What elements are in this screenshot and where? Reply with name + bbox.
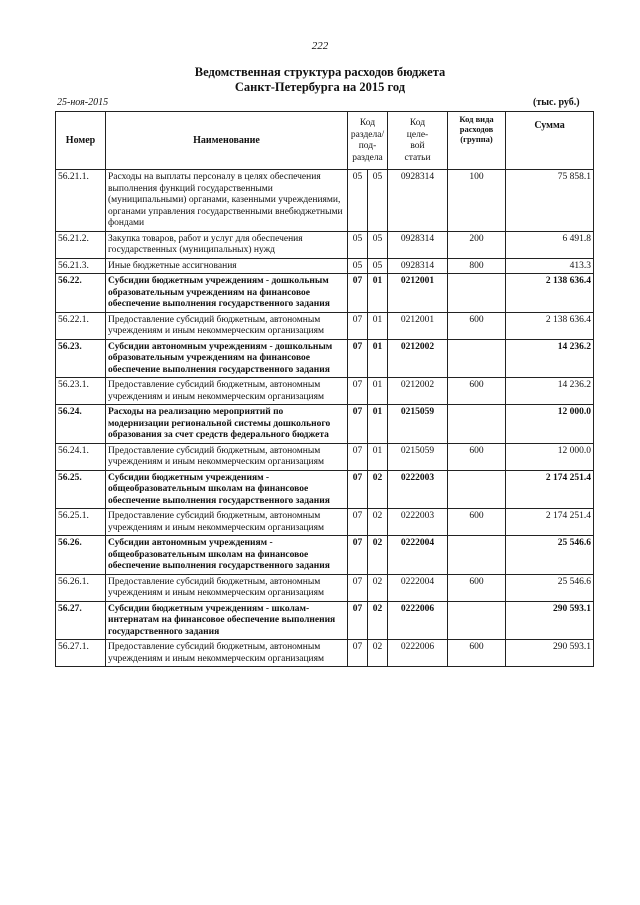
header-sum: Сумма — [506, 112, 594, 170]
row-kind-code — [448, 405, 506, 444]
row-kind-code — [448, 536, 506, 575]
row-number: 56.21.2. — [56, 231, 106, 258]
budget-table — [55, 111, 594, 667]
title-line-2: Санкт-Петербурга на 2015 год — [234, 80, 406, 94]
row-number: 56.24. — [56, 405, 106, 444]
row-sum: 25 546.6 — [506, 536, 594, 575]
row-subsection-code: 02 — [368, 509, 388, 536]
row-sum: 75 858.1 — [506, 170, 594, 232]
row-name: Предоставление субсидий бюджетным, автономным учреждениям и иным некоммерческим организациям — [106, 640, 348, 667]
row-name: Предоставление субсидий бюджетным, автономным учреждениям и иным некоммерческим организациям — [106, 443, 348, 470]
row-sum: 14 236.2 — [506, 378, 594, 405]
row-section-code: 07 — [348, 378, 368, 405]
row-target-code: 0222004 — [388, 574, 448, 601]
row-number: 56.26.1. — [56, 574, 106, 601]
row-kind-code: 600 — [448, 312, 506, 339]
row-number: 56.21.3. — [56, 258, 106, 274]
row-subsection-code: 02 — [368, 536, 388, 575]
row-subsection-code: 02 — [368, 470, 388, 509]
row-kind-code — [448, 339, 506, 378]
table-row — [56, 443, 594, 470]
row-subsection-code: 01 — [368, 378, 388, 405]
row-name: Расходы на выплаты персоналу в целях обеспечения выполнения функций государственными (муниципальными) органами, казенными учреждениями, органами управления государственными внебюджетными фондами — [106, 170, 348, 232]
row-kind-code: 600 — [448, 443, 506, 470]
row-kind-code: 600 — [448, 378, 506, 405]
header-kind-line1: Код вида — [459, 114, 494, 124]
table-header-row — [56, 112, 594, 170]
row-number: 56.25.1. — [56, 509, 106, 536]
row-subsection-code: 01 — [368, 405, 388, 444]
header-section-line1: Код — [359, 118, 376, 128]
row-name: Иные бюджетные ассигнования — [106, 258, 348, 274]
table-row — [56, 258, 594, 274]
row-kind-code: 800 — [448, 258, 506, 274]
row-subsection-code: 05 — [368, 258, 388, 274]
header-kind-code — [448, 112, 506, 170]
row-subsection-code: 02 — [368, 601, 388, 640]
row-subsection-code: 01 — [368, 312, 388, 339]
row-sum: 2 174 251.4 — [506, 509, 594, 536]
row-sum: 290 593.1 — [506, 601, 594, 640]
row-kind-code — [448, 274, 506, 313]
row-name: Субсидии бюджетным учреждениям - школам-интернатам на финансовое обеспечение выполнения государственного задания — [106, 601, 348, 640]
row-sum: 12 000.0 — [506, 405, 594, 444]
table-row — [56, 339, 594, 378]
title-line-1: Ведомственная структура расходов бюджета — [194, 65, 446, 79]
row-kind-code: 600 — [448, 574, 506, 601]
row-kind-code — [448, 470, 506, 509]
row-target-code: 0928314 — [388, 231, 448, 258]
row-section-code: 07 — [348, 405, 368, 444]
row-section-code: 07 — [348, 574, 368, 601]
row-number: 56.26. — [56, 536, 106, 575]
row-name: Субсидии автономным учреждениям - дошкольным образовательным учреждениям на финансовое обеспечение выполнения государственного задания — [106, 339, 348, 378]
row-subsection-code: 02 — [368, 574, 388, 601]
row-target-code: 0215059 — [388, 405, 448, 444]
header-target-line3: вой — [410, 141, 425, 151]
row-subsection-code: 05 — [368, 170, 388, 232]
header-section-line4: раздела — [352, 152, 383, 163]
header-target-line1: Код — [409, 118, 426, 128]
row-section-code: 05 — [348, 258, 368, 274]
table-row — [56, 274, 594, 313]
header-target-code — [388, 112, 448, 170]
report-date: 25-ноя-2015 — [57, 97, 109, 108]
row-name: Субсидии автономным учреждениям - общеобразовательным школам на финансовое обеспечение выполнения государственного задания — [106, 536, 348, 575]
row-kind-code: 600 — [448, 509, 506, 536]
row-name: Субсидии бюджетным учреждениям - общеобразовательным школам на финансовое обеспечение выполнения государственного задания — [106, 470, 348, 509]
header-name: Наименование — [106, 112, 348, 170]
row-number: 56.23. — [56, 339, 106, 378]
row-kind-code: 100 — [448, 170, 506, 232]
table-row — [56, 640, 594, 667]
table-row — [56, 312, 594, 339]
units-label: (тыс. руб.) — [533, 97, 580, 108]
row-target-code: 0928314 — [388, 258, 448, 274]
row-number: 56.22. — [56, 274, 106, 313]
row-sum: 2 174 251.4 — [506, 470, 594, 509]
row-section-code: 05 — [348, 231, 368, 258]
table-row — [56, 601, 594, 640]
table-row — [56, 170, 594, 232]
row-name: Закупка товаров, работ и услуг для обеспечения государственных (муниципальных) нужд — [106, 231, 348, 258]
page-number: 222 — [311, 40, 329, 52]
header-section-line2: раздела/ — [350, 129, 385, 140]
row-target-code: 0222006 — [388, 601, 448, 640]
row-subsection-code: 01 — [368, 339, 388, 378]
header-target-line4: статьи — [404, 152, 431, 163]
table-row — [56, 405, 594, 444]
row-number: 56.24.1. — [56, 443, 106, 470]
row-name: Предоставление субсидий бюджетным, автономным учреждениям и иным некоммерческим организациям — [106, 574, 348, 601]
row-subsection-code: 01 — [368, 274, 388, 313]
row-sum: 12 000.0 — [506, 443, 594, 470]
row-section-code: 07 — [348, 312, 368, 339]
row-target-code: 0212001 — [388, 312, 448, 339]
row-kind-code — [448, 601, 506, 640]
row-section-code: 07 — [348, 640, 368, 667]
row-subsection-code: 02 — [368, 640, 388, 667]
row-subsection-code: 05 — [368, 231, 388, 258]
row-section-code: 07 — [348, 601, 368, 640]
row-target-code: 0222003 — [388, 470, 448, 509]
row-target-code: 0212002 — [388, 339, 448, 378]
row-sum: 290 593.1 — [506, 640, 594, 667]
table-row — [56, 378, 594, 405]
row-sum: 413.3 — [506, 258, 594, 274]
table-row — [56, 574, 594, 601]
row-sum: 25 546.6 — [506, 574, 594, 601]
row-number: 56.21.1. — [56, 170, 106, 232]
row-name: Субсидии бюджетным учреждениям - дошкольным образовательным учреждениям на финансовое обеспечение выполнения государственного задания — [106, 274, 348, 313]
row-name: Предоставление субсидий бюджетным, автономным учреждениям и иным некоммерческим организациям — [106, 378, 348, 405]
row-number: 56.27.1. — [56, 640, 106, 667]
row-section-code: 07 — [348, 339, 368, 378]
row-name: Предоставление субсидий бюджетным, автономным учреждениям и иным некоммерческим организациям — [106, 312, 348, 339]
row-section-code: 07 — [348, 274, 368, 313]
row-sum: 6 491.8 — [506, 231, 594, 258]
row-subsection-code: 01 — [368, 443, 388, 470]
row-target-code: 0222003 — [388, 509, 448, 536]
table-row — [56, 536, 594, 575]
row-kind-code: 600 — [448, 640, 506, 667]
row-section-code: 07 — [348, 470, 368, 509]
row-sum: 2 138 636.4 — [506, 274, 594, 313]
header-target-line2: целе- — [406, 129, 429, 140]
row-name: Расходы на реализацию мероприятий по модернизации региональной системы дошкольного образования за счет средств федерального бюджета — [106, 405, 348, 444]
row-number: 56.23.1. — [56, 378, 106, 405]
row-section-code: 07 — [348, 443, 368, 470]
row-number: 56.27. — [56, 601, 106, 640]
header-number: Номер — [56, 112, 106, 170]
header-section-code — [348, 112, 388, 170]
row-target-code: 0928314 — [388, 170, 448, 232]
row-target-code: 0222006 — [388, 640, 448, 667]
header-kind-line3: (группа) — [460, 134, 493, 144]
table-row — [56, 231, 594, 258]
row-name: Предоставление субсидий бюджетным, автономным учреждениям и иным некоммерческим организациям — [106, 509, 348, 536]
row-target-code: 0222004 — [388, 536, 448, 575]
row-section-code: 07 — [348, 536, 368, 575]
row-target-code: 0215059 — [388, 443, 448, 470]
row-number: 56.25. — [56, 470, 106, 509]
table-row — [56, 470, 594, 509]
document-title — [0, 65, 640, 95]
row-section-code: 05 — [348, 170, 368, 232]
table-row — [56, 509, 594, 536]
row-kind-code: 200 — [448, 231, 506, 258]
row-target-code: 0212001 — [388, 274, 448, 313]
row-sum: 14 236.2 — [506, 339, 594, 378]
row-section-code: 07 — [348, 509, 368, 536]
row-target-code: 0212002 — [388, 378, 448, 405]
row-number: 56.22.1. — [56, 312, 106, 339]
header-section-line3: под- — [358, 141, 377, 151]
row-sum: 2 138 636.4 — [506, 312, 594, 339]
header-kind-line2: расходов — [459, 124, 494, 134]
